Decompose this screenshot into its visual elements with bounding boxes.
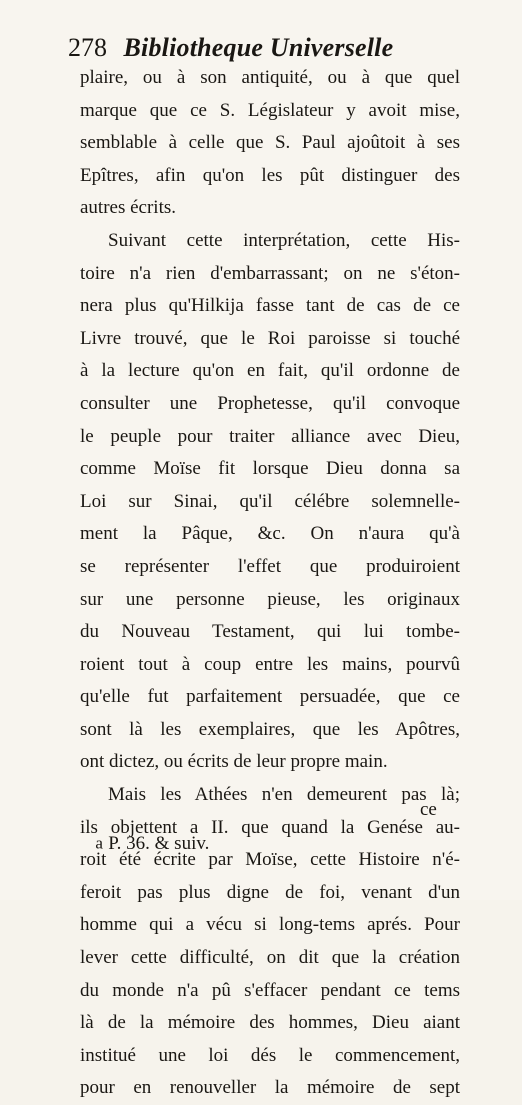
text-line: lever cette difficulté, on dit que la création — [80, 947, 460, 969]
body-text — [80, 62, 460, 1105]
text-line: Livre trouvé, que le Roi paroisse si touché — [80, 327, 460, 349]
text-line: comme Moïse fit lorsque Dieu donna sa — [80, 458, 460, 480]
text-line: autres écrits. — [80, 197, 177, 219]
page-header — [68, 30, 468, 66]
text-line: consulter une Prophetesse, qu'il convoque — [80, 392, 460, 414]
text-line: se représenter l'effet que produiroient — [80, 555, 460, 577]
text-line: qu'elle fut parfaitement persuadée, que ce — [80, 686, 460, 708]
text-line: marque que ce S. Législateur y avoit mise, — [80, 99, 460, 121]
text-line: Mais les Athées n'en demeurent pas là; — [108, 784, 460, 806]
text-line: plaire, ou à son antiquité, ou à que quel — [80, 67, 460, 88]
text-line: ment la Pâque, &c. On n'aura qu'à — [80, 523, 460, 545]
running-title: Bibliotheque Universelle — [123, 33, 394, 62]
text-line: sont là les exemplaires, que les Apôtres, — [80, 718, 460, 740]
text-line: pour en renouveller la mémoire de sept — [80, 1077, 460, 1099]
text-line: institué une loi dés le commencement, — [80, 1044, 460, 1066]
text-line: Epîtres, afin qu'on les pût distinguer des — [80, 164, 460, 186]
text-line: nera plus qu'Hilkija fasse tant de cas de ce — [80, 295, 460, 317]
text-line: toire n'a rien d'embarrassant; on ne s'éton- — [80, 262, 460, 284]
text-line: roit été écrite par Moïse, cette Histoire n'é- — [80, 849, 460, 871]
footnote-mark: a — [95, 834, 104, 853]
text-line: Loi sur Sinai, qu'il célébre solemnelle- — [80, 490, 460, 512]
text-line: du monde n'a pû s'effacer pendant ce tems — [80, 979, 460, 1001]
text-line: semblable à celle que S. Paul ajoûtoit à ses — [80, 132, 460, 154]
text-line: ont dictez, ou écrits de leur propre main. — [80, 751, 388, 773]
text-line: ils objettent a II. que quand la Genése au- — [80, 816, 460, 838]
catchword: ce — [420, 799, 437, 820]
footnote — [95, 830, 209, 858]
text-line: le peuple pour traiter alliance avec Dieu, — [80, 425, 460, 447]
text-line: roient tout à coup entre les mains, pourvû — [80, 653, 460, 675]
footnote-text: P. 36. & suiv. — [108, 833, 210, 854]
text-line: homme qui a vécu si long-tems aprés. Pour — [80, 914, 460, 936]
text-line: sur une personne pieuse, les originaux — [80, 588, 460, 610]
page-number: 278 — [68, 33, 107, 62]
text-line: Suivant cette interprétation, cette His- — [108, 229, 460, 251]
text-line: à la lecture qu'on en fait, qu'il ordonne de — [80, 360, 460, 382]
text-line: du Nouveau Testament, qui lui tombe- — [80, 621, 460, 643]
text-line: feroit pas plus digne de foi, venant d'un — [80, 881, 460, 903]
text-line: là de la mémoire des hommes, Dieu aiant — [80, 1012, 460, 1034]
